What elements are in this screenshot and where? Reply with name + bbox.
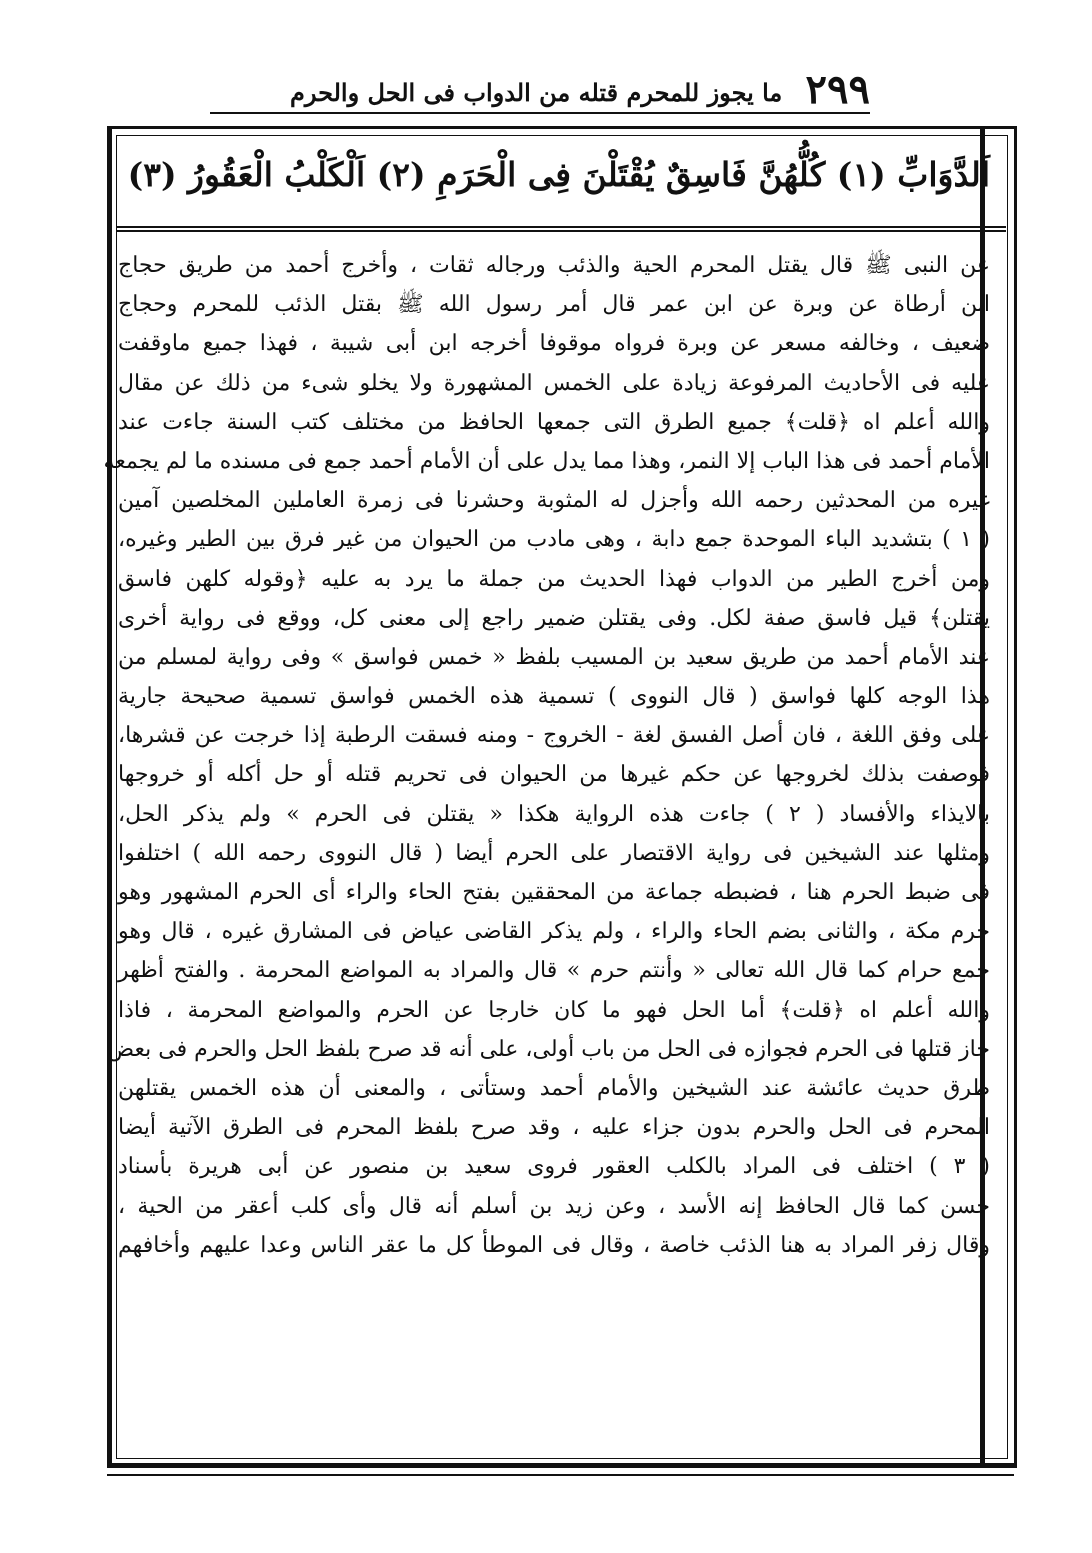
commentary-line: هذا الوجه كلها فواسق ( قال النووى ) تسمية هذه الخمس فواسق تسمية صحيحة جارية — [118, 684, 990, 710]
commentary-line: حسن كما قال الحافظ إنه الأسد ، وعن زيد بن أسلم أنه قال وأى كلب أعقر من الحية ، — [118, 1193, 990, 1219]
commentary-line: عند الأمام أحمد من طريق سعيد بن المسيب بلفظ « خمس فواسق » وفى رواية لمسلم من — [118, 644, 990, 670]
commentary-line: جاز قتلها فى الحرم فجوازه فى الحل من باب أولى، على أنه قد صرح بلفظ الحل والحرم فى بعض — [107, 1036, 990, 1062]
bottom-rule — [107, 1463, 1014, 1466]
commentary-line: غيره من المحدثين رحمه الله وأجزل له المثوبة وحشرنا فى زمرة العاملين المخلصين آمين — [118, 488, 990, 514]
commentary-line: ( ١ ) بتشديد الباء الموحدة جمع دابة ، وهى مادب من الحيوان من غير فرق بين الطير وغيره، — [118, 527, 990, 553]
running-title: ما يجوز للمحرم قتله من الدواب فى الحل والحرم — [290, 78, 783, 107]
commentary-line: الأمام أحمد فى هذا الباب إلا النمر، وهذا مما يدل على أن الأمام أحمد جمع فى مسنده ما لم يجمعه — [103, 448, 990, 474]
frame-rule-left — [107, 128, 112, 1466]
page-number: ٢٩٩ — [805, 66, 870, 113]
commentary-line: طرق حديث عائشة عند الشيخين والأمام أحمد وستأتى ، والمعنى أن هذه الخمس يقتلهن — [118, 1075, 990, 1101]
commentary-line: ابن أرطاة عن وبرة عن ابن عمر قال أمر رسول الله ﷺ بقتل الذئب للمحرم وحجاج — [118, 292, 990, 318]
commentary-line: فى ضبط الحرم هنا ، فضبطه جماعة من المحققين بفتح الحاء والراء أى الحرم المشهور وهو — [118, 880, 990, 905]
commentary-line: فوصفت بذلك لخروجها عن حكم غيرها من الحيوان فى تحريم قتله أو حل أكله أو خروجها — [118, 762, 990, 788]
commentary-line: ضعيف ، وخالفه مسعر عن وبرة فرواه موقوفا أخرجه ابن أبى شيبة ، فهذا جميع ماوقفت — [118, 331, 990, 357]
commentary-line: والله أعلم اه ﴿قلت﴾ جميع الطرق التى جمعها الحافظ من مختلف كتب السنة جاءت عند — [118, 409, 990, 435]
commentary-line: عليه فى الأحاديث المرفوعة زيادة على الخمس المشهورة ولا يخلو شىء من ذلك عن مقال — [118, 370, 990, 396]
commentary-line: ومثلها عند الشيخين فى رواية الاقتصار على الحرم أيضا ( قال النووى رحمه الله ) اختلفوا — [118, 840, 990, 866]
commentary-line: والله أعلم اه ﴿قلت﴾ أما الحل فهو ما كان خارجا عن الحرم والمواضع المحرمة ، فاذا — [118, 997, 990, 1023]
hadith-text: اَلدَّوَابِّ (١) كُلُّهُنَّ فَاسِقٌ يُقْتَلْنَ فِى الْحَرَمِ (٢) اَلْكَلْبُ الْعَقُورُ (٣) — [127, 155, 990, 194]
bottom-rule — [107, 1474, 1014, 1476]
commentary-line: بالايذاء والأفساد ( ٢ ) جاءت هذه الرواية هكذا « يقتلن فى الحرم » ولم يذكر الحل، — [118, 801, 990, 827]
commentary-line: حرم مكة ، والثانى بضم الحاء والراء ، ولم يذكر القاضى عياض فى المشارق غيره ، قال وهو — [118, 919, 990, 945]
commentary-line: المحرم فى الحل والحرم بدون جزاء عليه ، وقد صرح بلفظ المحرم فى الطرق الآتية أيضا — [118, 1115, 990, 1141]
commentary-line: وقال زفر المراد به هنا الذئب خاصة ، وقال فى الموطأ كل ما عقر الناس وعدا عليهم وأخافهم — [118, 1232, 990, 1258]
commentary-line: عن النبى ﷺ قال يقتل المحرم الحية والذئب ورجاله ثقات ، وأخرج أحمد من طريق حجاج — [118, 253, 990, 278]
page-header — [210, 68, 870, 114]
matn-divider — [116, 226, 1006, 232]
commentary — [103, 246, 990, 1265]
commentary-line: ( ٣ ) اختلف فى المراد بالكلب العقور فروى سعيد بن منصور عن أبى هريرة بأسناد — [118, 1154, 990, 1180]
commentary-line: ومن أخرج الطير من الدواب فهذا الحديث من جملة ما يرد به عليه ﴿وقوله كلهن فاسق — [118, 566, 990, 592]
commentary-line: جمع حرام كما قال الله تعالى « وأنتم حرم » قال والمراد به المواضع المحرمة . والفتح أظهر — [118, 958, 990, 984]
commentary-line: على وفق اللغة ، فان أصل الفسق لغة - الخروج - ومنه فسقت الرطبة إذا خرجت عن قشرها، — [118, 723, 990, 749]
commentary-line: يقتلن﴾ قيل فاسق صفة لكل. وفى يقتلن ضمير راجع إلى معنى كل، ووقع فى رواية أخرى — [118, 605, 990, 631]
